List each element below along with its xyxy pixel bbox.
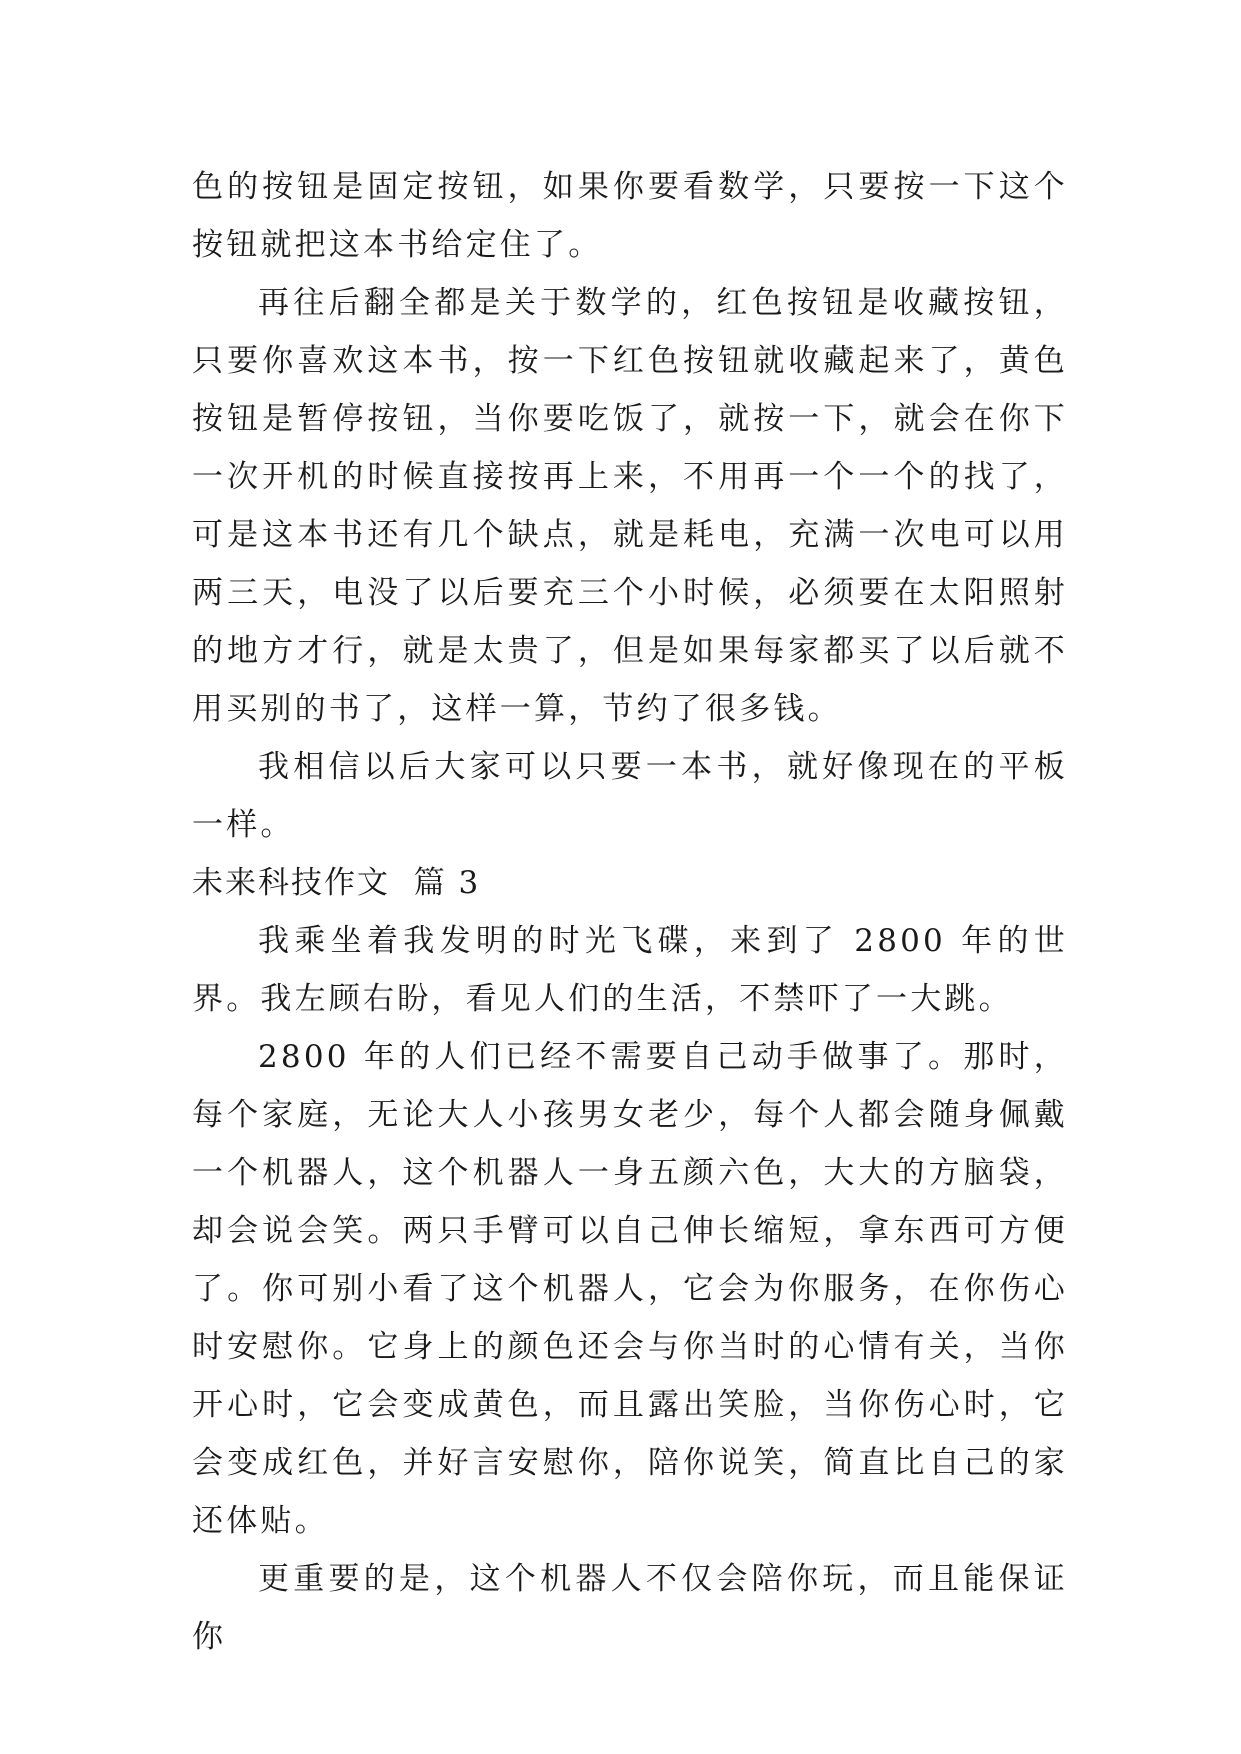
section-paragraph-1: 我乘坐着我发明的时光飞碟，来到了 2800 年的世界。我左顾右盼，看见人们的生活，不禁吓了一大跳。 [192,923,1068,1017]
paragraph-1: 色的按钮是固定按钮，如果你要看数学，只要按一下这个按钮就把这本书给定住了。 [192,169,1068,263]
paragraph-2: 再往后翻全都是关于数学的，红色按钮是收藏按钮，只要你喜欢这本书，按一下红色按钮就收藏起来了，黄色按钮是暂停按钮，当你要吃饭了，就按一下，就会在你下一次开机的时候直接按再上来，不用再一个一个的找了，可是这本书还有几个缺点，就是耗电，充满一次电可以用两三天，电没了以后要充三个小时候，必须要在太阳照射的地方才行，就是太贵了，但是如果每家都买了以后就不用买别的书了，这样一算，节约了很多钱。 [192,285,1068,727]
section-paragraph-2: 2800 年的人们已经不需要自己动手做事了。那时，每个家庭，无论大人小孩男女老少，每个人都会随身佩戴一个机器人，这个机器人一身五颜六色，大大的方脑袋，却会说会笑。两只手臂可以自己伸长缩短，拿东西可方便了。你可别小看了这个机器人，它会为你服务，在你伤心时安慰你。它身上的颜色还会与你当时的心情有关，当你开心时，它会变成黄色，而且露出笑脸，当你伤心时，它会变成红色，并好言安慰你，陪你说笑，简直比自己的家还体贴。 [192,1039,1068,1539]
document-page [192,158,1068,1666]
section-paragraph-3: 更重要的是，这个机器人不仅会陪你玩，而且能保证你 [192,1561,1068,1655]
section-heading: 未来科技作文 篇 3 [192,865,481,901]
paragraph-3: 我相信以后大家可以只要一本书，就好像现在的平板一样。 [192,749,1068,843]
